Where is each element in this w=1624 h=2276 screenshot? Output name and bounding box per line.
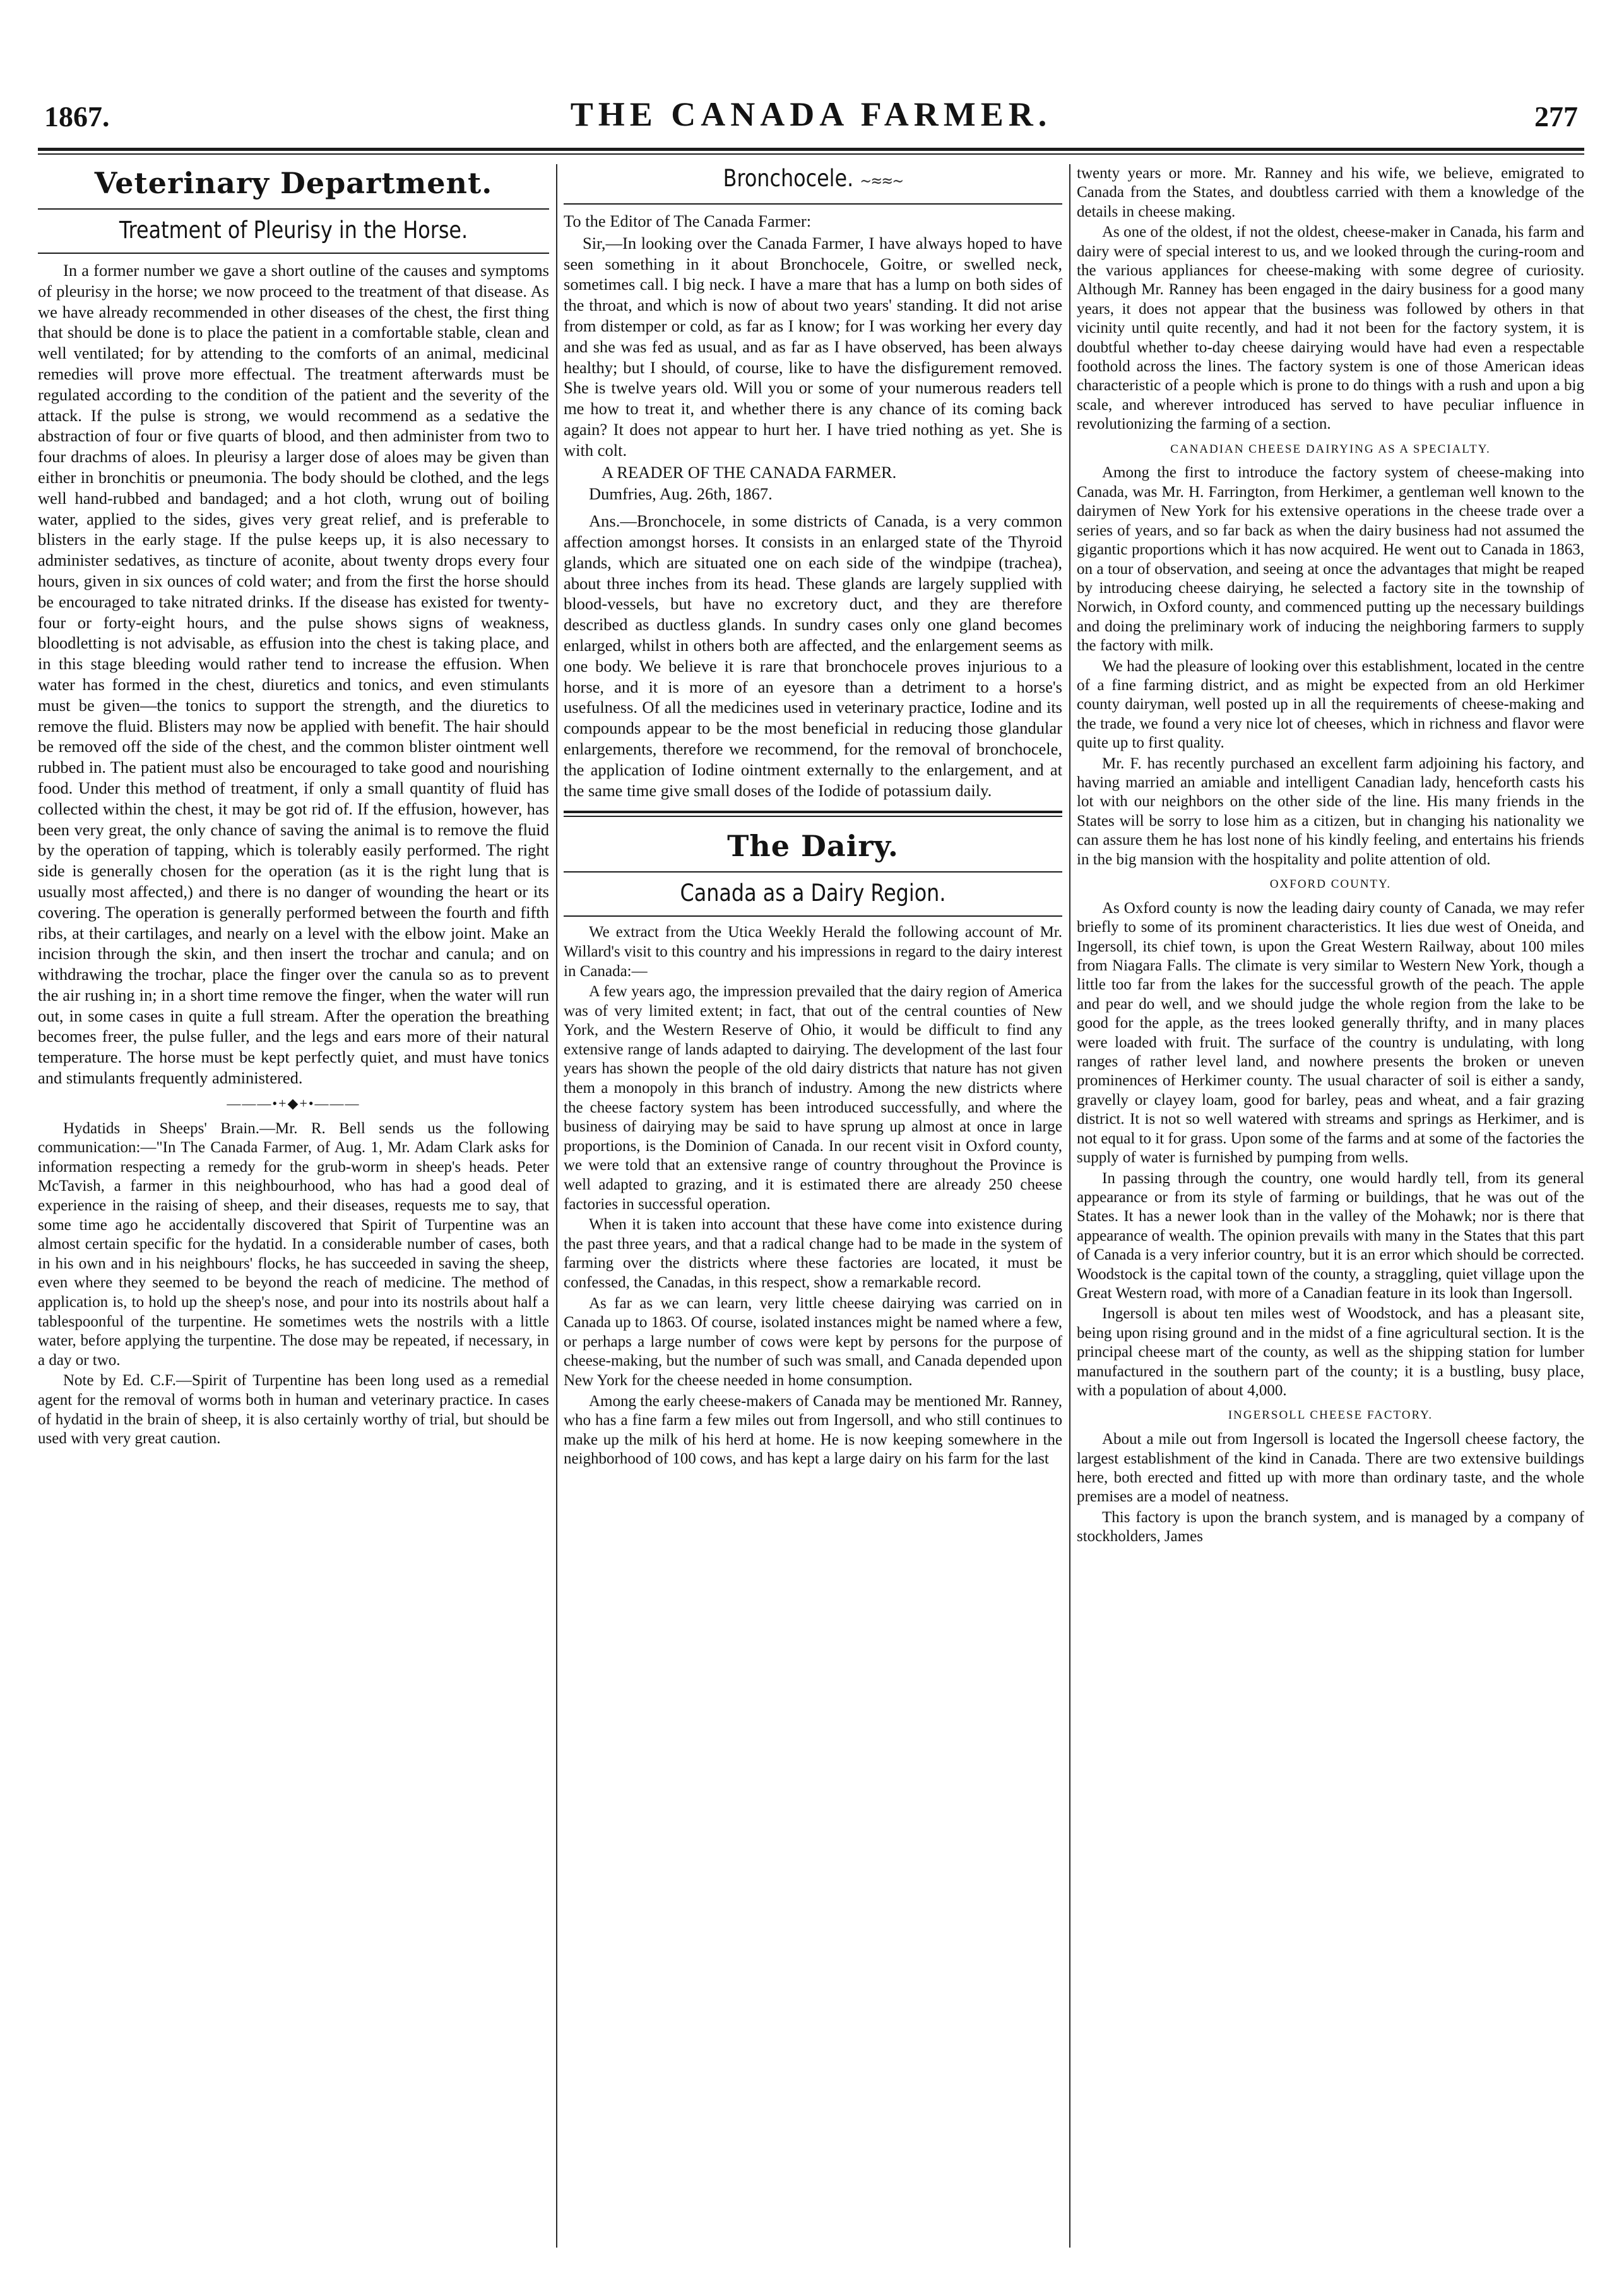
column-1	[38, 164, 549, 2248]
section-rule	[564, 871, 1062, 873]
subheading-oxford-county: OXFORD COUNTY.	[1269, 878, 1392, 891]
letter-address: To the Editor of The Canada Farmer:	[564, 212, 812, 230]
dairy-continuation: twenty years or more. Mr. Ranney and his wife, we believe, emigrated to Canada from the States, and doubtless carried with them a knowledge of the details in cheese making.	[1077, 165, 1584, 220]
dairy-paragraph: As Oxford county is now the leading dairy county of Canada, we may refer briefly to some of its prominent characteristics. It lies due west of Oneida, and Ingersoll, its chief town, is upon the Great Western Railway, about 100 miles from Niagara Falls. The climate is very similar to Western New York, though a little too far from the lakes for the successful growth of the peach. The apple and pear do well, and we should judge the whole region from the lake to be good for the apple, as the trees looked generally thrifty, and in many places were loaded with fruit. The surface of the country is undulating, with long ranges of rather level land, and nowhere presents the broken or uneven prominences of Herkimer county. The usual character of soil is either a sandy, gravelly or clayey loam, good for barley, peas and wheat, and a fair grazing district. It is not so well watered with streams and springs as Herkimer, and is not equal to it for grass. Upon some of the farms and at some of the factories the supply of water is furnished by pumping from wells.	[1077, 899, 1584, 1167]
hydatids-article: Hydatids in Sheeps' Brain.—Mr. R. Bell sends us the following communication:—"In The Canada Farmer, of Aug. 1, Mr. Adam Clark asks for information respecting a remedy for the grub-worm in sheep's heads. Peter McTavish, a farmer in this neighbourhood, who has had a good deal of experience in the raising of sheep, and their diseases, requests me to say, that some time ago he accidentally discovered that Spirit of Turpentine was an almost certain specific for the hydatid. In a considerable number of cases, both in his own and in his neighbours' flocks, he has succeeded in saving the sheep, even where they seemed to be beyond the reach of medicine. The method of application is, to hold up the sheep's nose, and pour into its nostrils about half a tablespoonful of the turpentine. He sometimes wets the nostrils with a little water, before applying the turpentine. The dose may be repeated, if necessary, in a day or two.	[38, 1119, 549, 1369]
ornamental-divider: ———•+◆+•———	[227, 1095, 360, 1111]
issue-year: 1867.	[44, 100, 110, 133]
dairy-paragraph: As far as we can learn, very little cheese dairying was carried on in Canada up to 1863. Of course, isolated instances might be named where a few, or perhaps a large number of cows were kept by persons for the purpose of cheese-making, but the number of such was small, and Canada depended upon New York for the cheese needed in home consumption.	[564, 1294, 1062, 1389]
subheading-ingersoll-factory: INGERSOLL CHEESE FACTORY.	[1228, 1409, 1433, 1422]
reader-letter: Sir,—In looking over the Canada Farmer, I have always hoped to have seen something in it about Bronchocele, Goitre, or swelled neck, sometimes call. I big neck. I have a mare that has a lump on both sides of the throat, and which is now of about two years' standing. It did not arise from distemper or cold, as far as I know; for I was working her every day and she was fed as usual, and as far as I have observed, has been always healthy; but I should, of course, like to have the disfigurement removed. She is twelve years old. Will you or some of your numerous readers tell me how to treat it, and whether there is any chance of its coming back again? It does not appear to hurt her. I have tried nothing as yet. She is with colt.	[564, 233, 1062, 460]
dairy-paragraph: Among the first to introduce the factory system of cheese-making into Canada, was Mr. H. Farrington, from Herkimer, a gentleman well known to the dairymen of New York for his extensive operations in the cheese trade over a series of years, and so far back as when the dairy business had not assumed the gigantic proportions which it has now acquired. He went out to Canada in 1863, on a tour of observation, and seeing at once the advantages that might be reaped by introducing cheese dairying, he selected a factory site in the township of Norwich, in Oxford county, and commenced putting up the necessary buildings and doing the preliminary work of inducing the neighboring farmers to supply the factory with milk.	[1077, 464, 1584, 655]
letter-dateline: Dumfries, Aug. 26th, 1867.	[589, 484, 773, 504]
dairy-paragraph: As one of the oldest, if not the oldest, cheese-maker in Canada, his farm and dairy were of special interest to us, and we looked through the curing-room and the various appliances for cheese-making with some degree of curiosity. Although Mr. Ranney has been engaged in the dairy business for a good many years, it does not appear that the business was followed by others in that vicinity until quite recently, and had it not been for the factory system, it is doubtful whether to-day cheese dairying would have had even a respectable foothold across the lines. The factory system is one of those American ideas characteristic of a people which is prone to do things with a rush and upon a big scale, and wherever introduced has served to have peculiar influence in revolutionizing the farming of a section.	[1077, 223, 1584, 433]
title-flourish-icon: ~≈≈~	[860, 172, 903, 191]
dairy-paragraph: Ingersoll is about ten miles west of Woodstock, and has a pleasant site, being upon rising ground and in the midst of a fine agricultural section. It is the principal cheese mart of the county, as well as the shipping station for lumber manufactured in the southern part of the county; it is a bustling, busy place, with a population of about 4,000.	[1077, 1305, 1584, 1399]
dairy-paragraph: We had the pleasure of looking over this establishment, located in the centre of a fine farming district, and as might be expected from an old Herkimer county dairyman, well posted up in all the requirements of cheese-making and the trade, we found a very nice lot of cheeses, which in richness and flavor were quite up to first quality.	[1077, 657, 1584, 752]
bronchocele-title-text: Bronchocele.	[723, 165, 854, 192]
dairy-department-heading: The Dairy.	[727, 829, 899, 864]
masthead-rule-thin	[38, 153, 1584, 155]
section-rule-heavy	[564, 811, 1062, 813]
column-divider-2	[1069, 164, 1070, 2248]
dairy-paragraph: We extract from the Utica Weekly Herald the following account of Mr. Willard's visit to this country and his impressions in regard to the dairy interest in Canada:—	[564, 924, 1062, 980]
dairy-region-article-title: Canada as a Dairy Region.	[680, 879, 946, 907]
subheading-cheese-specialty: CANADIAN CHEESE DAIRYING AS A SPECIALTY.	[1170, 442, 1491, 456]
letter-signature: A READER OF THE CANADA FARMER.	[602, 462, 897, 482]
column-divider-1	[556, 164, 557, 2248]
page-number: 277	[1534, 100, 1578, 133]
masthead	[38, 95, 1584, 148]
bronchocele-article-title	[598, 164, 1027, 196]
dairy-paragraph: In passing through the country, one would hardly tell, from its general appearance or from its style of farming or buildings, that he was out of the States. It has a newer look than in the valley of the Mohawk; nor is there that appearance of wealth. The opinion prevails with many in the States that this part of Canada is a very inferior country, but it is an error which should be corrected. Woodstock is the capital town of the county, a straggling, quiet village upon the Great Western road, with more of a Canadian feature in its look than Ingersoll.	[1077, 1169, 1584, 1302]
title-rule	[564, 203, 1062, 205]
editor-answer: Ans.—Bronchocele, in some districts of Canada, is a very common affection amongst horses. It consists in an enlarged state of the Thyroid glands, which are situated one on each side of the windpipe (trachea), about three inches from its head. These glands are largely supplied with blood-vessels, but have no excretory duct, and they are therefore described as ductless glands. In sundry cases only one gland becomes enlarged, whilst in others both are affected, and the enlargement seems as one body. We believe it is rare that bronchocele proves injurious to a horse, and it is more of an eyesore than a detriment to a horse's usefulness. Of all the medicines used in veterinary practice, Iodine and its compounds appear to be the most beneficial in reducing those glandular enlargements, therefore we recommend, for the removal of bronchocele, the application of Iodine ointment externally to the enlargement, and at the same time give small doses of the Iodide of potassium daily.	[564, 511, 1062, 800]
dairy-paragraph: Among the early cheese-makers of Canada may be mentioned Mr. Ranney, who has a fine farm a few miles out from Ingersoll, and who still continues to make up the milk of his herd at home. He is now keeping somewhere in the neighborhood of 100 cows, and has kept a large dairy on his farm for the last	[564, 1392, 1062, 1468]
pleurisy-article-body: In a former number we gave a short outline of the causes and symptoms of pleurisy in the horse; we now proceed to the treatment of that disease. As we have already recommended in other diseases of the chest, the first thing that should be done is to place the patient in a comfortable stable, clean and well ventilated; for by attending to the comforts of an animal, medicinal remedies will prove more effectual. The treatment afterwards must be regulated according to the condition of the patient and the severity of the attack. If the pulse is strong, we would recommend as a sedative the abstraction of four or five quarts of blood, and then administer from two to four drachms of aloes. In pleurisy a larger dose of aloes may be given than either in bronchitis or pneumonia. The body should be clothed, and the legs well hand-rubbed and bandaged; and a hot cloth, wrung out of boiling water, applied to the sides, gives very great relief, and is preferable to blisters in the early stage. If the pulse keeps up, it is also necessary to administer sedatives, as tincture of aconite, about twenty drops every four hours, given in six ounces of cold water; and from the first the horse should be encouraged to take nitrated drinks. If the disease has existed for twenty-four or forty-eight hours, and the pulse shows signs of weakness, bloodletting is not advisable, as effusion into the chest is taking place, and in this stage bleeding would rather tend to increase the effusion. When water has formed in the chest, diuretics and tonics, and even stimulants must be given—the tonics to support the strength, and the diuretics to remove the fluid. Blisters may now be applied with benefit. The hair should be removed off the side of the chest, and the common blister ointment well rubbed in. The patient must also be encouraged to take good and nourishing food. Under this method of treatment, if only a small quantity of fluid has collected within the chest, it may be got rid of. If the effusion, however, has been very great, the only chance of saving the animal is to remove the fluid by the operation of tapping, which is tolerably easily performed. The right side is generally chosen for the operation (as it is the right lung that is usually most affected,) and there is no danger of wounding the heart or its covering. The operation is generally performed between the fourth and fifth ribs, at their cartilages, and nearly on a level with the elbow joint. Make an incision through the skin, and then insert the trochar and canula; and on withdrawing the trochar, place the finger over the canula so as to prevent the air rushing in; in a short time remove the finger, when the water will run out, in some cases in quite a full stream. After the operation the breathing becomes freer, the pulse fuller, and the legs and ears more of their natural temperature. The horse must be kept perfectly quiet, and must have tonics and stimulants frequently administered.	[38, 261, 549, 1088]
masthead-rule	[38, 148, 1584, 151]
section-rule-light	[564, 816, 1062, 817]
newspaper-title: THE CANADA FARMER.	[570, 95, 1052, 133]
dairy-paragraph: This factory is upon the branch system, and is managed by a company of stockholders, James	[1077, 1508, 1584, 1546]
dairy-paragraph: A few years ago, the impression prevailed that the dairy region of America was of very limited extent; in fact, that out of the central counties of New York, and the Western Reserve of Ohio, it would be difficult to find any extensive range of lands adapted to dairying. The development of the last four years has shown the people of the old dairy districts that nature has not given them a monopoly in this branch of industry. Among the new districts where the cheese factory system has been introduced successfully, and where the business of dairying may be said to have sprung up almost at once in large proportions, is the Dominion of Canada. In our recent visit in Oxford county, we were told that an extensive range of country throughout the Province is well adapted to grazing, and it is estimated there are already 250 cheese factories in successful operation.	[564, 983, 1062, 1213]
veterinary-department-heading: Veterinary Department.	[94, 166, 493, 200]
pleurisy-article-title: Treatment of Pleurisy in the Horse.	[119, 217, 468, 244]
column-3	[1077, 164, 1584, 2248]
section-rule	[38, 208, 549, 210]
column-2	[564, 164, 1062, 2248]
editor-note: Note by Ed. C.F.—Spirit of Turpentine has been long used as a remedial agent for the removal of worms both in human and veterinary practice. In cases of hydatid in the brain of sheep, it is also certainly worthy of trial, but should be used with very great caution.	[38, 1372, 549, 1448]
dairy-paragraph: About a mile out from Ingersoll is located the Ingersoll cheese factory, the largest establishment of the kind in Canada. There are two extensive buildings here, both erected and fitted up with more than ordinary taste, and the whole premises are a model of neatness.	[1077, 1431, 1584, 1506]
dairy-paragraph: When it is taken into account that these have come into existence during the past three years, and that a radical change had to be made in the system of farming over the districts where these factories are located, it must be confessed, the Canadas, in this respect, show a remarkable record.	[564, 1216, 1062, 1291]
title-rule	[564, 915, 1062, 917]
title-rule	[38, 253, 549, 254]
dairy-paragraph: Mr. F. has recently purchased an excellent farm adjoining his factory, and having married an amiable and intelligent Canadian lady, henceforth casts his lot with our neighbors on the other side of the line. His many friends in the States will be sorry to lose him as a citizen, but in changing his nationality we can assure them he has lost none of his kindly feeling, and entertains his friends in the big mansion with the hospitality and polite attention of old.	[1077, 754, 1584, 868]
